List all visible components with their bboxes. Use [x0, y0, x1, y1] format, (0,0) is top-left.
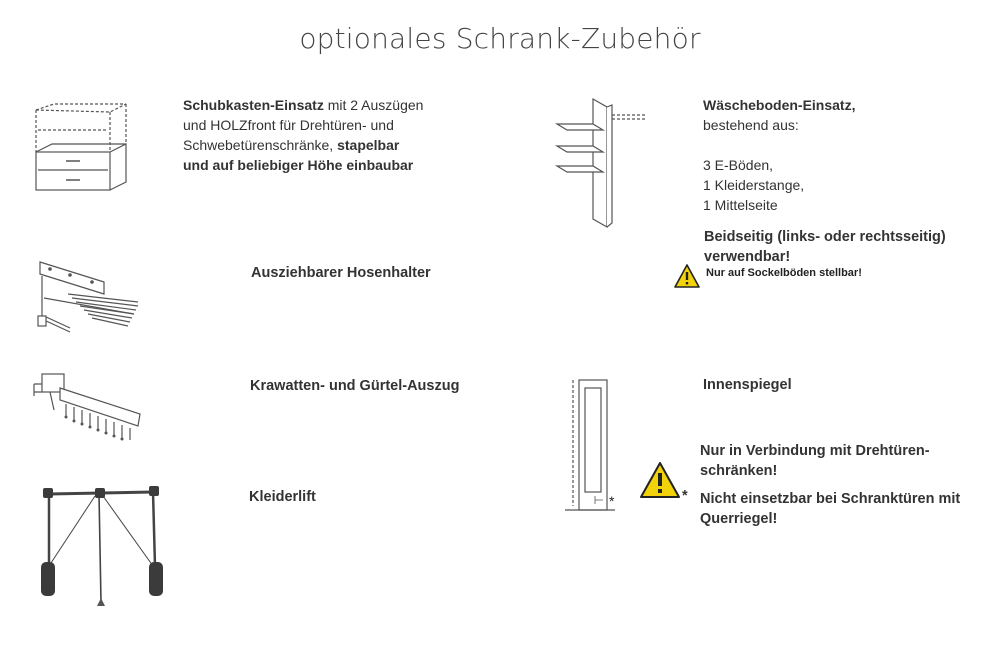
mirror-note-2	[700, 489, 960, 529]
drawer-insert-text-1: mit 2 Auszügen	[323, 97, 424, 113]
mirror-note-asterisk: *	[682, 488, 688, 504]
mirror-note-2b: Querriegel!	[700, 511, 778, 527]
warning-icon	[673, 263, 701, 289]
shelf-insert-note-1: Beidseitig (links- oder rechtsseitig)	[704, 229, 946, 245]
shelf-insert-part-2: 1 Kleiderstange,	[703, 177, 805, 193]
trouser-holder-icon	[30, 258, 145, 338]
trouser-holder-title: Ausziehbarer Hosenhalter	[251, 265, 431, 281]
drawer-insert-title: Schubkasten-Einsatz	[183, 97, 324, 113]
warning-icon	[638, 460, 682, 500]
mirror-asterisk: *	[609, 493, 615, 509]
mirror-note-1b: schränken!	[700, 463, 778, 479]
page-title: optionales Schrank-Zubehör	[299, 22, 701, 55]
shelf-insert-icon	[555, 95, 650, 230]
shelf-insert-note	[704, 227, 946, 267]
shelf-insert-title: Wäscheboden-Einsatz,	[703, 97, 856, 113]
mirror-note-1	[700, 441, 930, 481]
shelf-insert-part-3: 1 Mittelseite	[703, 197, 778, 213]
tie-belt-rack-title: Krawatten- und Gürtel-Auszug	[250, 378, 460, 394]
socket-floor-warning: Nur auf Sockelböden stellbar!	[706, 267, 862, 279]
drawer-insert-bold-b: und auf beliebiger Höhe einbaubar	[183, 157, 414, 173]
drawer-insert-icon	[22, 98, 132, 193]
shelf-insert-subtitle: bestehend aus:	[703, 117, 799, 133]
wardrobe-lift-icon	[35, 486, 170, 608]
drawer-insert-text-2: und HOLZfront für Drehtüren- und	[183, 117, 394, 133]
drawer-insert-bold-a: stapelbar	[337, 137, 400, 153]
drawer-insert-description	[183, 95, 483, 175]
mirror-title: Innenspiegel	[703, 377, 792, 393]
tie-belt-rack-icon	[30, 370, 145, 445]
wardrobe-lift-title: Kleiderlift	[249, 489, 316, 505]
drawer-insert-text-3: Schwebetürenschränke,	[183, 137, 338, 153]
mirror-icon	[565, 376, 625, 516]
mirror-note-2a: Nicht einsetzbar bei Schranktüren mit	[700, 491, 961, 507]
shelf-insert-part-1: 3 E-Böden,	[703, 157, 774, 173]
mirror-note-1a: Nur in Verbindung mit Drehtüren-	[700, 443, 930, 459]
shelf-insert-note-2: verwendbar!	[704, 249, 791, 265]
shelf-insert-description	[703, 95, 993, 215]
